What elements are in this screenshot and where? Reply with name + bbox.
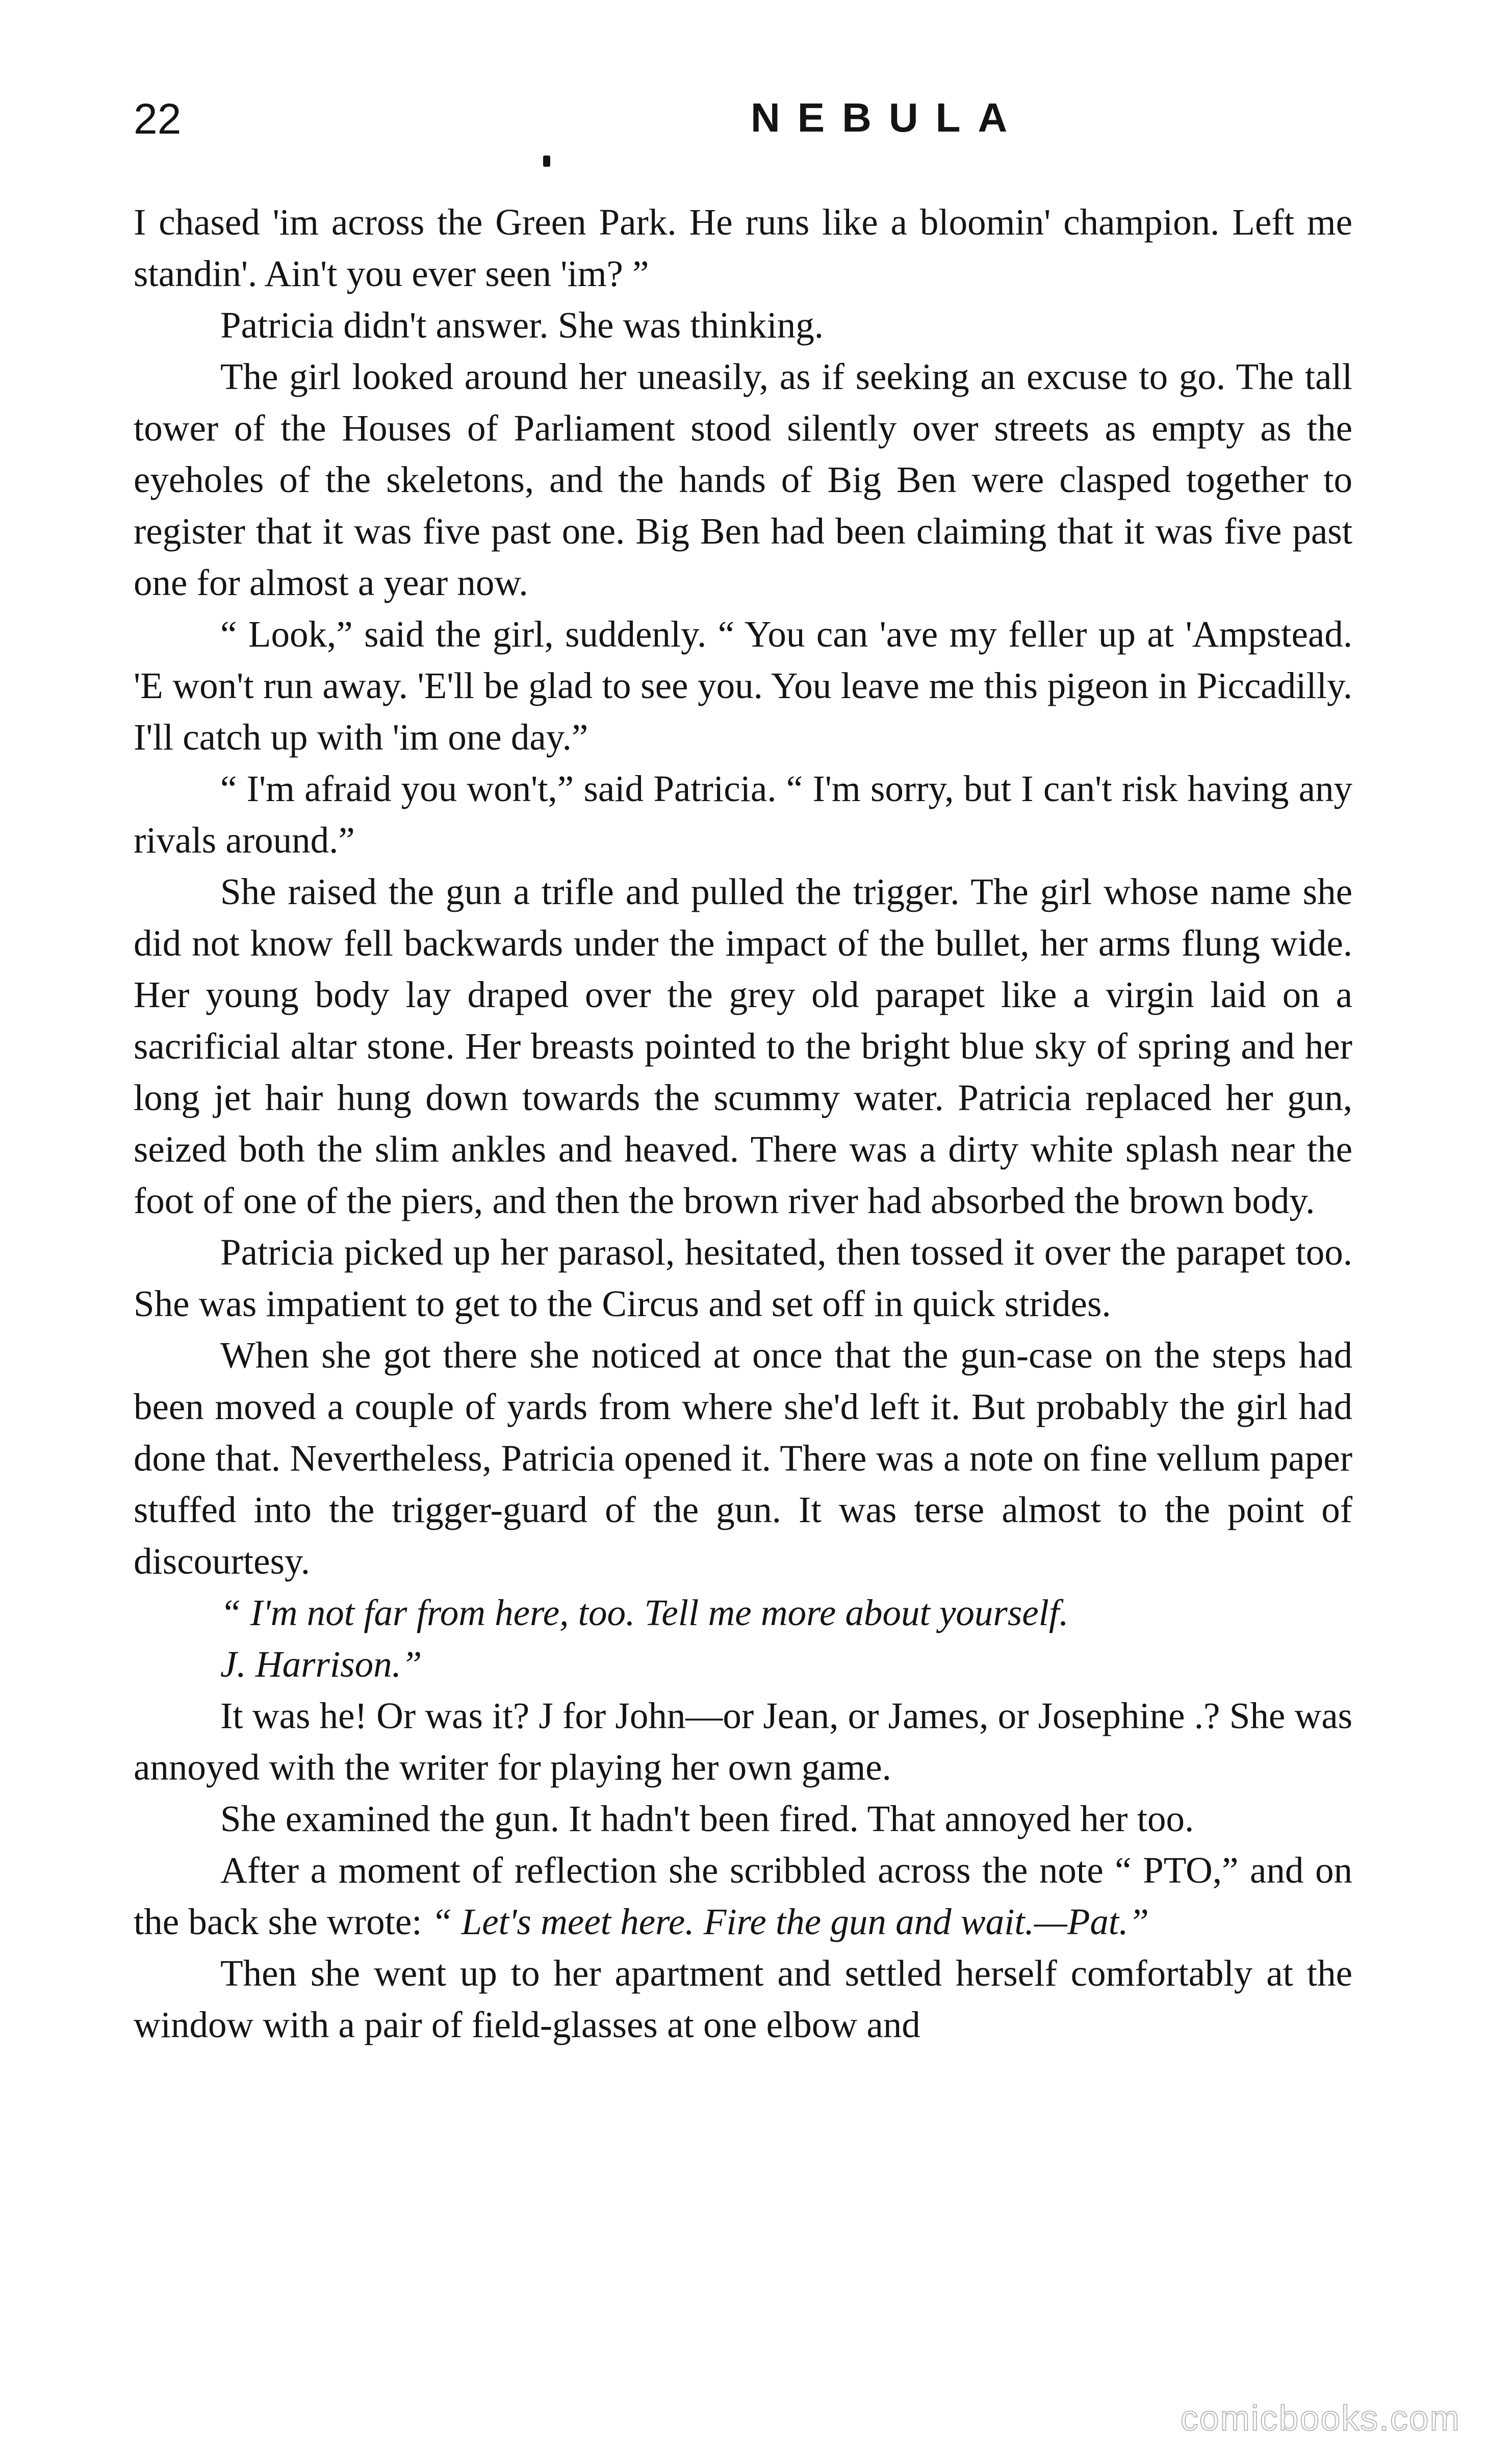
paragraph-pto [134,1844,1352,1947]
paragraph: “ I'm afraid you won't,” said Patricia. “ I'm sorry, but I can't risk having any rivals around.” [134,768,1352,861]
paragraph: Patricia picked up her parasol, hesitated, then tossed it over the parapet too. She was impatient to get to the Circus and set off in quick strides. [134,1231,1352,1324]
paragraph: It was he! Or was it? J for John—or Jean, or James, or Josephine .? She was annoyed with the writer for playing her own game. [134,1695,1352,1788]
running-title: NEBULA [751,95,1025,140]
paragraph: I chased 'im across the Green Park. He runs like a bloomin' champion. Left me standin'. Ain't you ever seen 'im? ” [134,201,1352,294]
watermark: comicbooks.com [1180,2398,1461,2438]
paragraph: She raised the gun a trifle and pulled the trigger. The girl whose name she did not know fell backwards under the impact of the bullet, her arms flung wide. Her young body lay draped over the grey old parapet like a virgin laid on a sacrificial altar stone. Her breasts pointed to the bright blue sky of spring and her long jet hair hung down towards the scummy water. Patricia replaced her gun, seized both the slim ankles and heaved. There was a dirty white splash near the foot of one of the piers, and then the brown river had absorbed the brown body. [134,871,1352,1221]
note-signature: J. Harrison.” [220,1644,422,1685]
paragraph: She examined the gun. It hadn't been fired. That annoyed her too. [220,1798,1194,1839]
paragraph: When she got there she noticed at once that the gun-case on the steps had been moved a couple of yards from where she'd left it. But probably the girl had done that. Nevertheless, Patricia opened it. There was a note on fine vellum paper stuffed into the trigger-guard of the gun. It was terse almost to the point of discourtesy. [134,1334,1352,1582]
paragraph-pto-text: After a moment of reflection she scribbled across the note “ PTO,” and on the back she wrote: [134,1850,1352,1942]
ink-speck [543,156,550,167]
paragraph: The girl looked around her uneasily, as if seeking an excuse to go. The tall tower of the Houses of Parliament stood silently over streets as empty as the eyeholes of the skeletons, and the hands of Big Ben were clasped together to register that it was five past one. Big Ben had been claiming that it was five past one for almost a year now. [134,356,1352,603]
quoted-note: “ I'm not far from here, too. Tell me more about yourself. [220,1592,1069,1633]
page-number: 22 [134,95,182,143]
paragraph-pto-italic: “ Let's meet here. Fire the gun and wait.—Pat.” [431,1901,1149,1942]
paragraph: Then she went up to her apartment and settled herself comfortably at the window with a pair of field-glasses at one elbow and [134,1953,1352,2045]
body-text [134,196,1352,2050]
page-header [134,94,1352,150]
paragraph: “ Look,” said the girl, suddenly. “ You can 'ave my feller up at 'Ampstead. 'E won't run away. 'E'll be glad to see you. You leave me this pigeon in Piccadilly. I'll catch up with 'im one day.” [134,613,1352,758]
paragraph: Patricia didn't answer. She was thinking. [220,304,824,346]
